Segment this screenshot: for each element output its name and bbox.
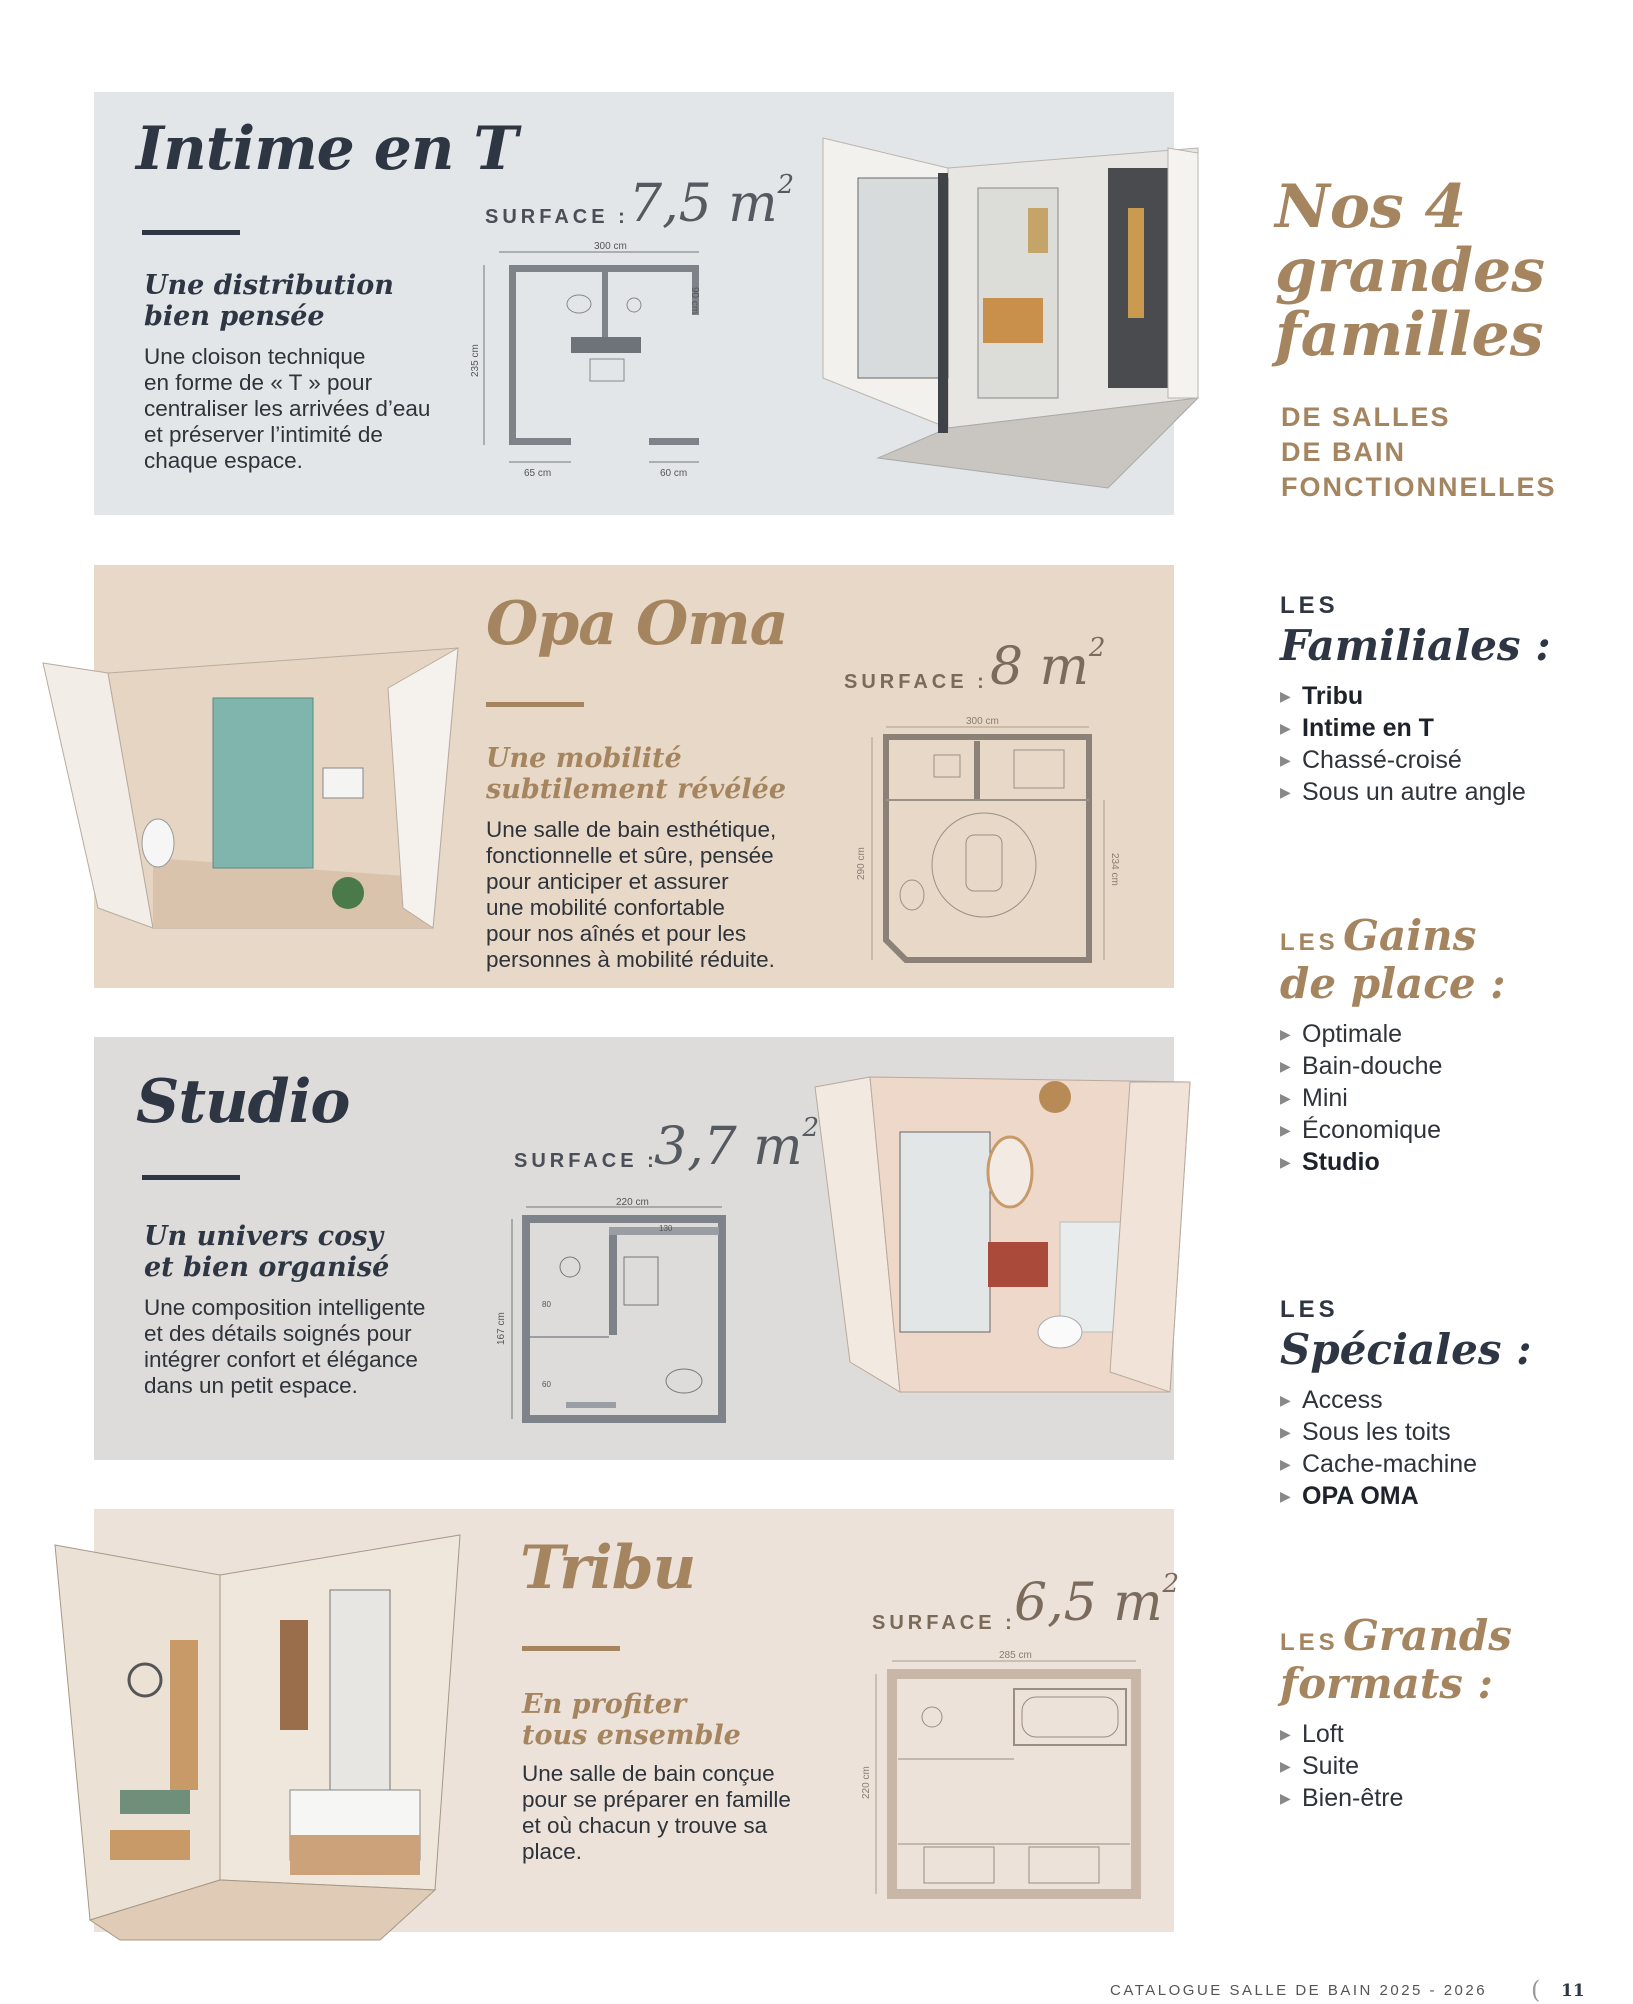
surface-number: 8 m bbox=[990, 637, 1089, 697]
family-item-label: Studio bbox=[1302, 1148, 1380, 1176]
triangle-bullet-icon: ▶ bbox=[1280, 688, 1291, 704]
description-line: place. bbox=[522, 1839, 583, 1864]
family-grands-formats bbox=[1280, 1612, 1620, 1814]
subtitle-line: bien pensée bbox=[144, 301, 325, 332]
family-item[interactable] bbox=[1280, 1082, 1620, 1114]
triangle-bullet-icon: ▶ bbox=[1280, 1026, 1291, 1042]
family-name: de place : bbox=[1280, 959, 1506, 1008]
subheading-line: DE SALLES bbox=[1281, 402, 1451, 432]
family-les-label: LES bbox=[1280, 1629, 1339, 1656]
floor-plan bbox=[496, 1197, 804, 1437]
family-item-label: OPA OMA bbox=[1302, 1482, 1419, 1510]
subheading-line: FONCTIONNELLES bbox=[1281, 472, 1557, 502]
dim-left: 220 cm bbox=[861, 1766, 872, 1799]
description-line: intégrer confort et élégance bbox=[144, 1347, 418, 1372]
triangle-bullet-icon: ▶ bbox=[1280, 720, 1291, 736]
description-line: et des détails soignés pour bbox=[144, 1321, 412, 1346]
family-item[interactable] bbox=[1280, 744, 1620, 776]
triangle-bullet-icon: ▶ bbox=[1280, 1424, 1291, 1440]
family-item-label: Intime en T bbox=[1302, 714, 1434, 742]
family-item-label: Sous les toits bbox=[1302, 1418, 1451, 1446]
panel-description bbox=[522, 1761, 852, 1865]
subheading-line: DE BAIN bbox=[1281, 437, 1407, 467]
surface-label: SURFACE : bbox=[844, 671, 988, 693]
family-familiales bbox=[1280, 592, 1620, 808]
panel-title: Tribu bbox=[520, 1533, 696, 1603]
subtitle-line: subtilement révélée bbox=[486, 774, 787, 805]
description-line: pour anticiper et assurer bbox=[486, 869, 729, 894]
heading-line: Nos 4 bbox=[1275, 172, 1467, 242]
dim-inner-a: 130 bbox=[659, 1224, 673, 1233]
family-item-label: Bain-douche bbox=[1302, 1052, 1443, 1080]
family-les-label: LES bbox=[1280, 592, 1339, 619]
dim-top: 285 cm bbox=[999, 1650, 1032, 1661]
surface-value bbox=[629, 170, 794, 234]
page-number: 11 bbox=[1561, 1981, 1585, 2001]
description-line: Une salle de bain conçue bbox=[522, 1761, 775, 1786]
surface-label: SURFACE : bbox=[872, 1612, 1016, 1634]
triangle-bullet-icon: ▶ bbox=[1280, 1726, 1291, 1742]
panel-subtitle bbox=[144, 270, 504, 332]
footer-catalogue: CATALOGUE SALLE DE BAIN 2025 - 2026 bbox=[1110, 1982, 1488, 1999]
surface-exponent: 2 bbox=[1162, 1569, 1180, 1599]
subtitle-line: Une distribution bbox=[144, 270, 394, 301]
subtitle-line: Une mobilité bbox=[486, 743, 682, 774]
triangle-bullet-icon: ▶ bbox=[1280, 1392, 1291, 1408]
surface-number: 3,7 m bbox=[654, 1117, 803, 1177]
family-item[interactable] bbox=[1280, 776, 1620, 808]
dim-left: 167 cm bbox=[496, 1312, 507, 1345]
family-item-label: Économique bbox=[1302, 1116, 1441, 1144]
family-item-label: Sous un autre angle bbox=[1302, 778, 1526, 806]
triangle-bullet-icon: ▶ bbox=[1280, 752, 1291, 768]
surface-label: SURFACE : bbox=[485, 206, 629, 228]
bathroom-illustration-opa-oma bbox=[38, 628, 468, 958]
description-line: Une salle de bain esthétique, bbox=[486, 817, 777, 842]
family-name: Familiales : bbox=[1280, 621, 1551, 670]
family-item[interactable] bbox=[1280, 1146, 1620, 1178]
panel-title: Studio bbox=[136, 1067, 350, 1137]
panel-subtitle bbox=[486, 743, 846, 805]
triangle-bullet-icon: ▶ bbox=[1280, 1154, 1291, 1170]
title-rule bbox=[142, 230, 240, 235]
surface-value bbox=[990, 633, 1105, 697]
subtitle-line: et bien organisé bbox=[144, 1252, 390, 1283]
subtitle-line: tous ensemble bbox=[522, 1720, 741, 1751]
description-line: en forme de « T » pour bbox=[144, 370, 373, 395]
description-line: personnes à mobilité réduite. bbox=[486, 947, 775, 972]
family-les-label: LES bbox=[1280, 929, 1339, 956]
triangle-bullet-icon: ▶ bbox=[1280, 1090, 1291, 1106]
family-list bbox=[1280, 1384, 1620, 1512]
family-item-label: Access bbox=[1302, 1386, 1383, 1414]
dim-bottom-left: 65 cm bbox=[524, 468, 552, 479]
family-item[interactable] bbox=[1280, 680, 1620, 712]
surface-exponent: 2 bbox=[1088, 633, 1106, 663]
description-line: et préserver l’intimité de bbox=[144, 422, 383, 447]
panel-subtitle bbox=[144, 1221, 504, 1283]
family-item[interactable] bbox=[1280, 1114, 1620, 1146]
main-heading bbox=[1275, 172, 1615, 370]
description-line: Une cloison technique bbox=[144, 344, 366, 369]
family-item[interactable] bbox=[1280, 1050, 1620, 1082]
triangle-bullet-icon: ▶ bbox=[1280, 1790, 1291, 1806]
surface-exponent: 2 bbox=[777, 170, 795, 200]
triangle-bullet-icon: ▶ bbox=[1280, 1488, 1291, 1504]
heading-line: grandes bbox=[1275, 236, 1545, 306]
family-list bbox=[1280, 1018, 1620, 1178]
family-gains-de-place bbox=[1280, 912, 1620, 1178]
family-name: formats : bbox=[1280, 1659, 1494, 1708]
dim-top: 220 cm bbox=[616, 1197, 649, 1208]
family-item[interactable] bbox=[1280, 1782, 1620, 1814]
family-list bbox=[1280, 680, 1620, 808]
floor-plan bbox=[861, 1649, 1164, 1909]
family-item[interactable] bbox=[1280, 1416, 1620, 1448]
description-line: et où chacun y trouve sa bbox=[522, 1813, 768, 1838]
dim-right: 90 cm bbox=[689, 287, 700, 315]
family-item-label: Cache-machine bbox=[1302, 1450, 1478, 1478]
family-item[interactable] bbox=[1280, 1750, 1620, 1782]
triangle-bullet-icon: ▶ bbox=[1280, 1456, 1291, 1472]
family-item[interactable] bbox=[1280, 712, 1620, 744]
panel-title: Opa Oma bbox=[486, 589, 788, 659]
family-heading bbox=[1280, 912, 1620, 960]
dim-right: 234 cm bbox=[1109, 853, 1120, 886]
family-item-label: Mini bbox=[1302, 1084, 1348, 1112]
family-item-label: Optimale bbox=[1302, 1020, 1403, 1048]
family-name: Spéciales : bbox=[1280, 1325, 1532, 1374]
dim-top: 300 cm bbox=[594, 241, 627, 252]
description-line: fonctionnelle et sûre, pensée bbox=[486, 843, 774, 868]
description-line: chaque espace. bbox=[144, 448, 303, 473]
dim-inner-b: 80 bbox=[542, 1300, 551, 1309]
family-les-label: LES bbox=[1280, 1296, 1339, 1323]
subtitle-line: Un univers cosy bbox=[144, 1221, 384, 1252]
family-item[interactable] bbox=[1280, 1718, 1620, 1750]
surface-exponent: 2 bbox=[802, 1113, 820, 1143]
dim-left: 290 cm bbox=[856, 847, 867, 880]
surface-value bbox=[654, 1113, 819, 1177]
floor-plan bbox=[470, 237, 774, 482]
family-item-label: Tribu bbox=[1302, 682, 1364, 710]
surface-value bbox=[1014, 1569, 1179, 1633]
panel-description bbox=[144, 1295, 484, 1399]
floor-plan bbox=[854, 715, 1144, 975]
family-list bbox=[1280, 1718, 1620, 1814]
description-line: centraliser les arrivées d’eau bbox=[144, 396, 431, 421]
panel-title: Intime en T bbox=[136, 114, 518, 184]
dim-left: 235 cm bbox=[470, 344, 481, 377]
title-rule bbox=[522, 1646, 620, 1651]
family-item-label: Suite bbox=[1302, 1752, 1359, 1780]
family-item[interactable] bbox=[1280, 1448, 1620, 1480]
dim-top: 300 cm bbox=[966, 716, 999, 727]
family-item[interactable] bbox=[1280, 1480, 1620, 1512]
family-item-label: Chassé-croisé bbox=[1302, 746, 1462, 774]
description-line: Une composition intelligente bbox=[144, 1295, 426, 1320]
dim-bottom-right: 60 cm bbox=[660, 468, 688, 479]
triangle-bullet-icon: ▶ bbox=[1280, 1058, 1291, 1074]
family-item[interactable] bbox=[1280, 1018, 1620, 1050]
description-line: une mobilité confortable bbox=[486, 895, 725, 920]
panel-description bbox=[486, 817, 826, 973]
dim-inner-c: 60 bbox=[542, 1380, 551, 1389]
bathroom-illustration-studio bbox=[810, 1052, 1200, 1412]
description-line: pour se préparer en famille bbox=[522, 1787, 791, 1812]
title-rule bbox=[142, 1175, 240, 1180]
description-line: pour nos aînés et pour les bbox=[486, 921, 747, 946]
description-line: dans un petit espace. bbox=[144, 1373, 358, 1398]
surface-label: SURFACE : bbox=[514, 1150, 658, 1172]
family-item-label: Bien-être bbox=[1302, 1784, 1404, 1812]
family-heading bbox=[1280, 1612, 1620, 1660]
triangle-bullet-icon: ▶ bbox=[1280, 1758, 1291, 1774]
heading-line: familles bbox=[1275, 300, 1544, 370]
triangle-bullet-icon: ▶ bbox=[1280, 784, 1291, 800]
surface-number: 6,5 m bbox=[1014, 1573, 1163, 1633]
title-rule bbox=[486, 702, 584, 707]
bathroom-illustration-intime bbox=[818, 128, 1218, 498]
surface-number: 7,5 m bbox=[629, 174, 778, 234]
family-name: Grands bbox=[1343, 1611, 1512, 1660]
panel-description bbox=[144, 344, 484, 474]
bathroom-illustration-tribu bbox=[50, 1490, 470, 1950]
family-item-label: Loft bbox=[1302, 1720, 1344, 1748]
panel-subtitle bbox=[522, 1689, 882, 1751]
subtitle-line: En profiter bbox=[522, 1689, 687, 1720]
main-subheading bbox=[1281, 400, 1621, 505]
triangle-bullet-icon: ▶ bbox=[1280, 1122, 1291, 1138]
family-name: Gains bbox=[1343, 911, 1477, 960]
footer-separator: ( bbox=[1531, 1976, 1541, 2004]
family-item[interactable] bbox=[1280, 1384, 1620, 1416]
family-speciales bbox=[1280, 1296, 1620, 1512]
